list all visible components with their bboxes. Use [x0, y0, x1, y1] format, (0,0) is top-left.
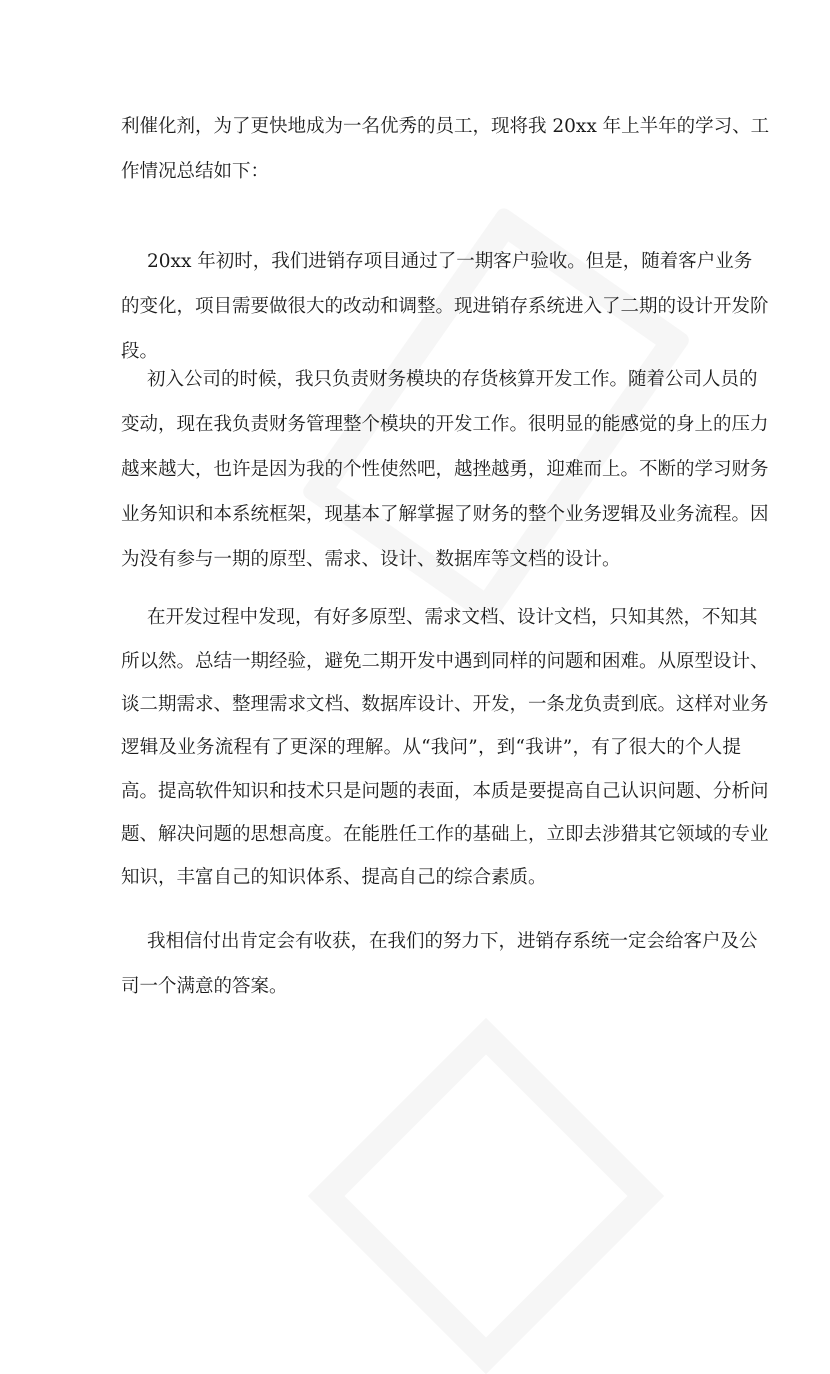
text-line: 我相信付出肯定会有收获，在我们的努力下，进销存系统一定会给客户及公 — [147, 931, 758, 952]
text-line: 所以然。总结一期经验，避免二期开发中遇到同样的问题和困难。从原型设计、 — [121, 651, 769, 672]
text-line: 为没有参与一期的原型、需求、设计、数据库等文档的设计。 — [121, 549, 621, 570]
text-line: 谈二期需求、整理需求文档、数据库设计、开发，一条龙负责到底。这样对业务 — [121, 694, 769, 715]
text-line: 利催化剂，为了更快地成为一名优秀的员工，现将我 20xx 年上半年的学习、工 — [121, 116, 770, 137]
text-line: 逻辑及业务流程有了更深的理解。从“我问”，到“我讲”，有了很大的个人提 — [121, 737, 741, 758]
text-line: 题、解决问题的思想高度。在能胜任工作的基础上，立即去涉猎其它领域的专业 — [121, 824, 769, 845]
text-line: 业务知识和本系统框架，现基本了解掌握了财务的整个业务逻辑及业务流程。因 — [121, 504, 769, 525]
text-line: 高。提高软件知识和技术只是问题的表面，本质是要提高自己认识问题、分析问 — [121, 781, 769, 802]
text-line: 变动，现在我负责财务管理整个模块的开发工作。很明显的能感觉的身上的压力 — [121, 414, 769, 435]
text-line: 初入公司的时候，我只负责财务模块的存货核算开发工作。随着公司人员的 — [147, 369, 758, 390]
text-line: 的变化，项目需要做很大的改动和调整。现进销存系统进入了二期的设计开发阶 — [121, 296, 769, 317]
text-line: 20xx 年初时，我们进销存项目通过了一期客户验收。但是，随着客户业务 — [147, 251, 753, 272]
watermark — [308, 1018, 664, 1374]
text-line: 在开发过程中发现，有好多原型、需求文档、设计文档，只知其然，不知其 — [147, 607, 758, 628]
text-line: 段。 — [121, 341, 159, 362]
text-line: 越来越大，也许是因为我的个性使然吧，越挫越勇，迎难而上。不断的学习财务 — [121, 459, 769, 480]
text-line: 司一个满意的答案。 — [121, 976, 288, 997]
text-line: 作情况总结如下： — [121, 161, 270, 182]
text-line: 知识，丰富自己的知识体系、提高自己的综合素质。 — [121, 867, 547, 888]
